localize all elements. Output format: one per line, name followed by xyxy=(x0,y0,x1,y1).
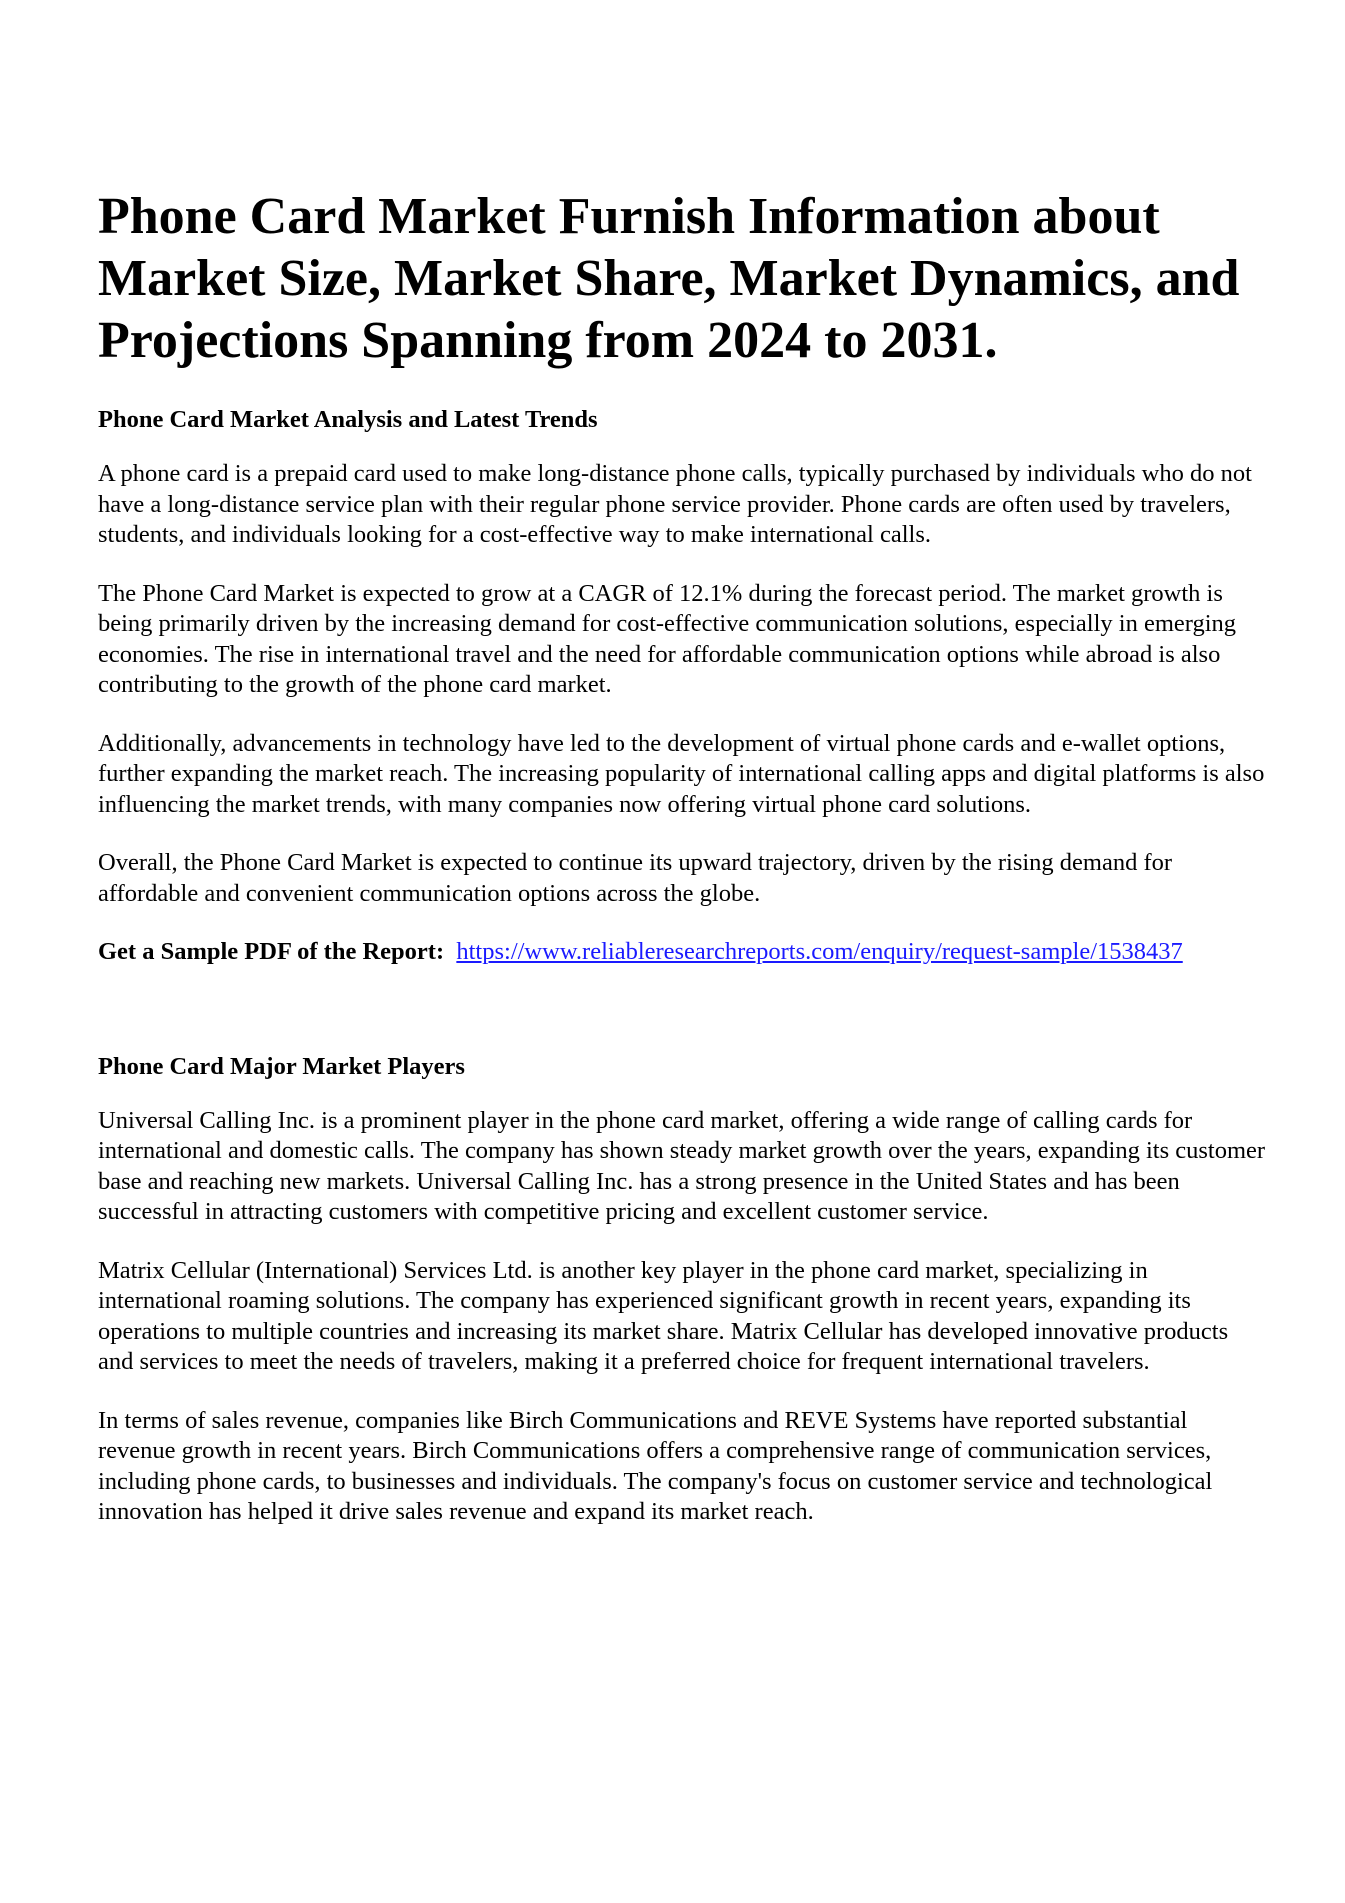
sample-pdf-link[interactable]: https://www.reliableresearchreports.com/enquiry/request-sample/1538437 xyxy=(456,938,1183,965)
analysis-paragraph-3: Additionally, advancements in technology have led to the development of virtual phone cards and e-wallet options, further expanding the market reach. The increasing popularity of international calling apps and digital platforms is also influencing the market trends, with many companies now offering virtual phone card solutions. xyxy=(98,729,1265,818)
analysis-paragraph-2: The Phone Card Market is expected to grow at a CAGR of 12.1% during the forecast period. The market growth is being primarily driven by the increasing demand for cost-effective communication solutions, especially in emerging economies. The rise in international travel and the need for affordable communication options while abroad is also contributing to the growth of the phone card market. xyxy=(98,579,1237,698)
analysis-heading: Phone Card Market Analysis and Latest Trends xyxy=(98,406,598,433)
document-page xyxy=(98,186,1268,1528)
players-heading: Phone Card Major Market Players xyxy=(98,1052,465,1080)
page-title: Phone Card Market Furnish Information about Market Size, Market Share, Market Dynamics, and Projections Spanning from 2024 to 2031. xyxy=(98,188,1240,369)
players-paragraph-3: In terms of sales revenue, companies like Birch Communications and REVE Systems have reported substantial revenue growth in recent years. Birch Communications offers a comprehensive range of communication services, including phone cards, to businesses and individuals. The company's focus on customer service and technological innovation has helped it drive sales revenue and expand its market reach. xyxy=(98,1406,1213,1525)
sample-pdf-line xyxy=(98,937,1268,968)
analysis-paragraph-1: A phone card is a prepaid card used to make long-distance phone calls, typically purchased by individuals who do not have a long-distance service plan with their regular phone service provider. Phone cards are often used by travelers, students, and individuals looking for a cost-effective way to make international calls. xyxy=(98,460,1252,548)
players-paragraph-2: Matrix Cellular (International) Services Ltd. is another key player in the phone card market, specializing in international roaming solutions. The company has experienced significant growth in recent years, expanding its operations to multiple countries and increasing its market share. Matrix Cellular has developed innovative products and services to meet the needs of travelers, making it a preferred choice for frequent international travelers. xyxy=(98,1256,1229,1375)
sample-pdf-label: Get a Sample PDF of the Report: xyxy=(98,938,445,965)
analysis-paragraph-4: Overall, the Phone Card Market is expected to continue its upward trajectory, driven by the rising demand for affordable and convenient communication options across the globe. xyxy=(98,849,1173,907)
players-paragraph-1: Universal Calling Inc. is a prominent player in the phone card market, offering a wide range of calling cards for international and domestic calls. The company has shown steady market growth over the years, expanding its customer base and reaching new markets. Universal Calling Inc. has a strong presence in the United States and has been successful in attracting customers with competitive pricing and excellent customer service. xyxy=(98,1106,1266,1225)
